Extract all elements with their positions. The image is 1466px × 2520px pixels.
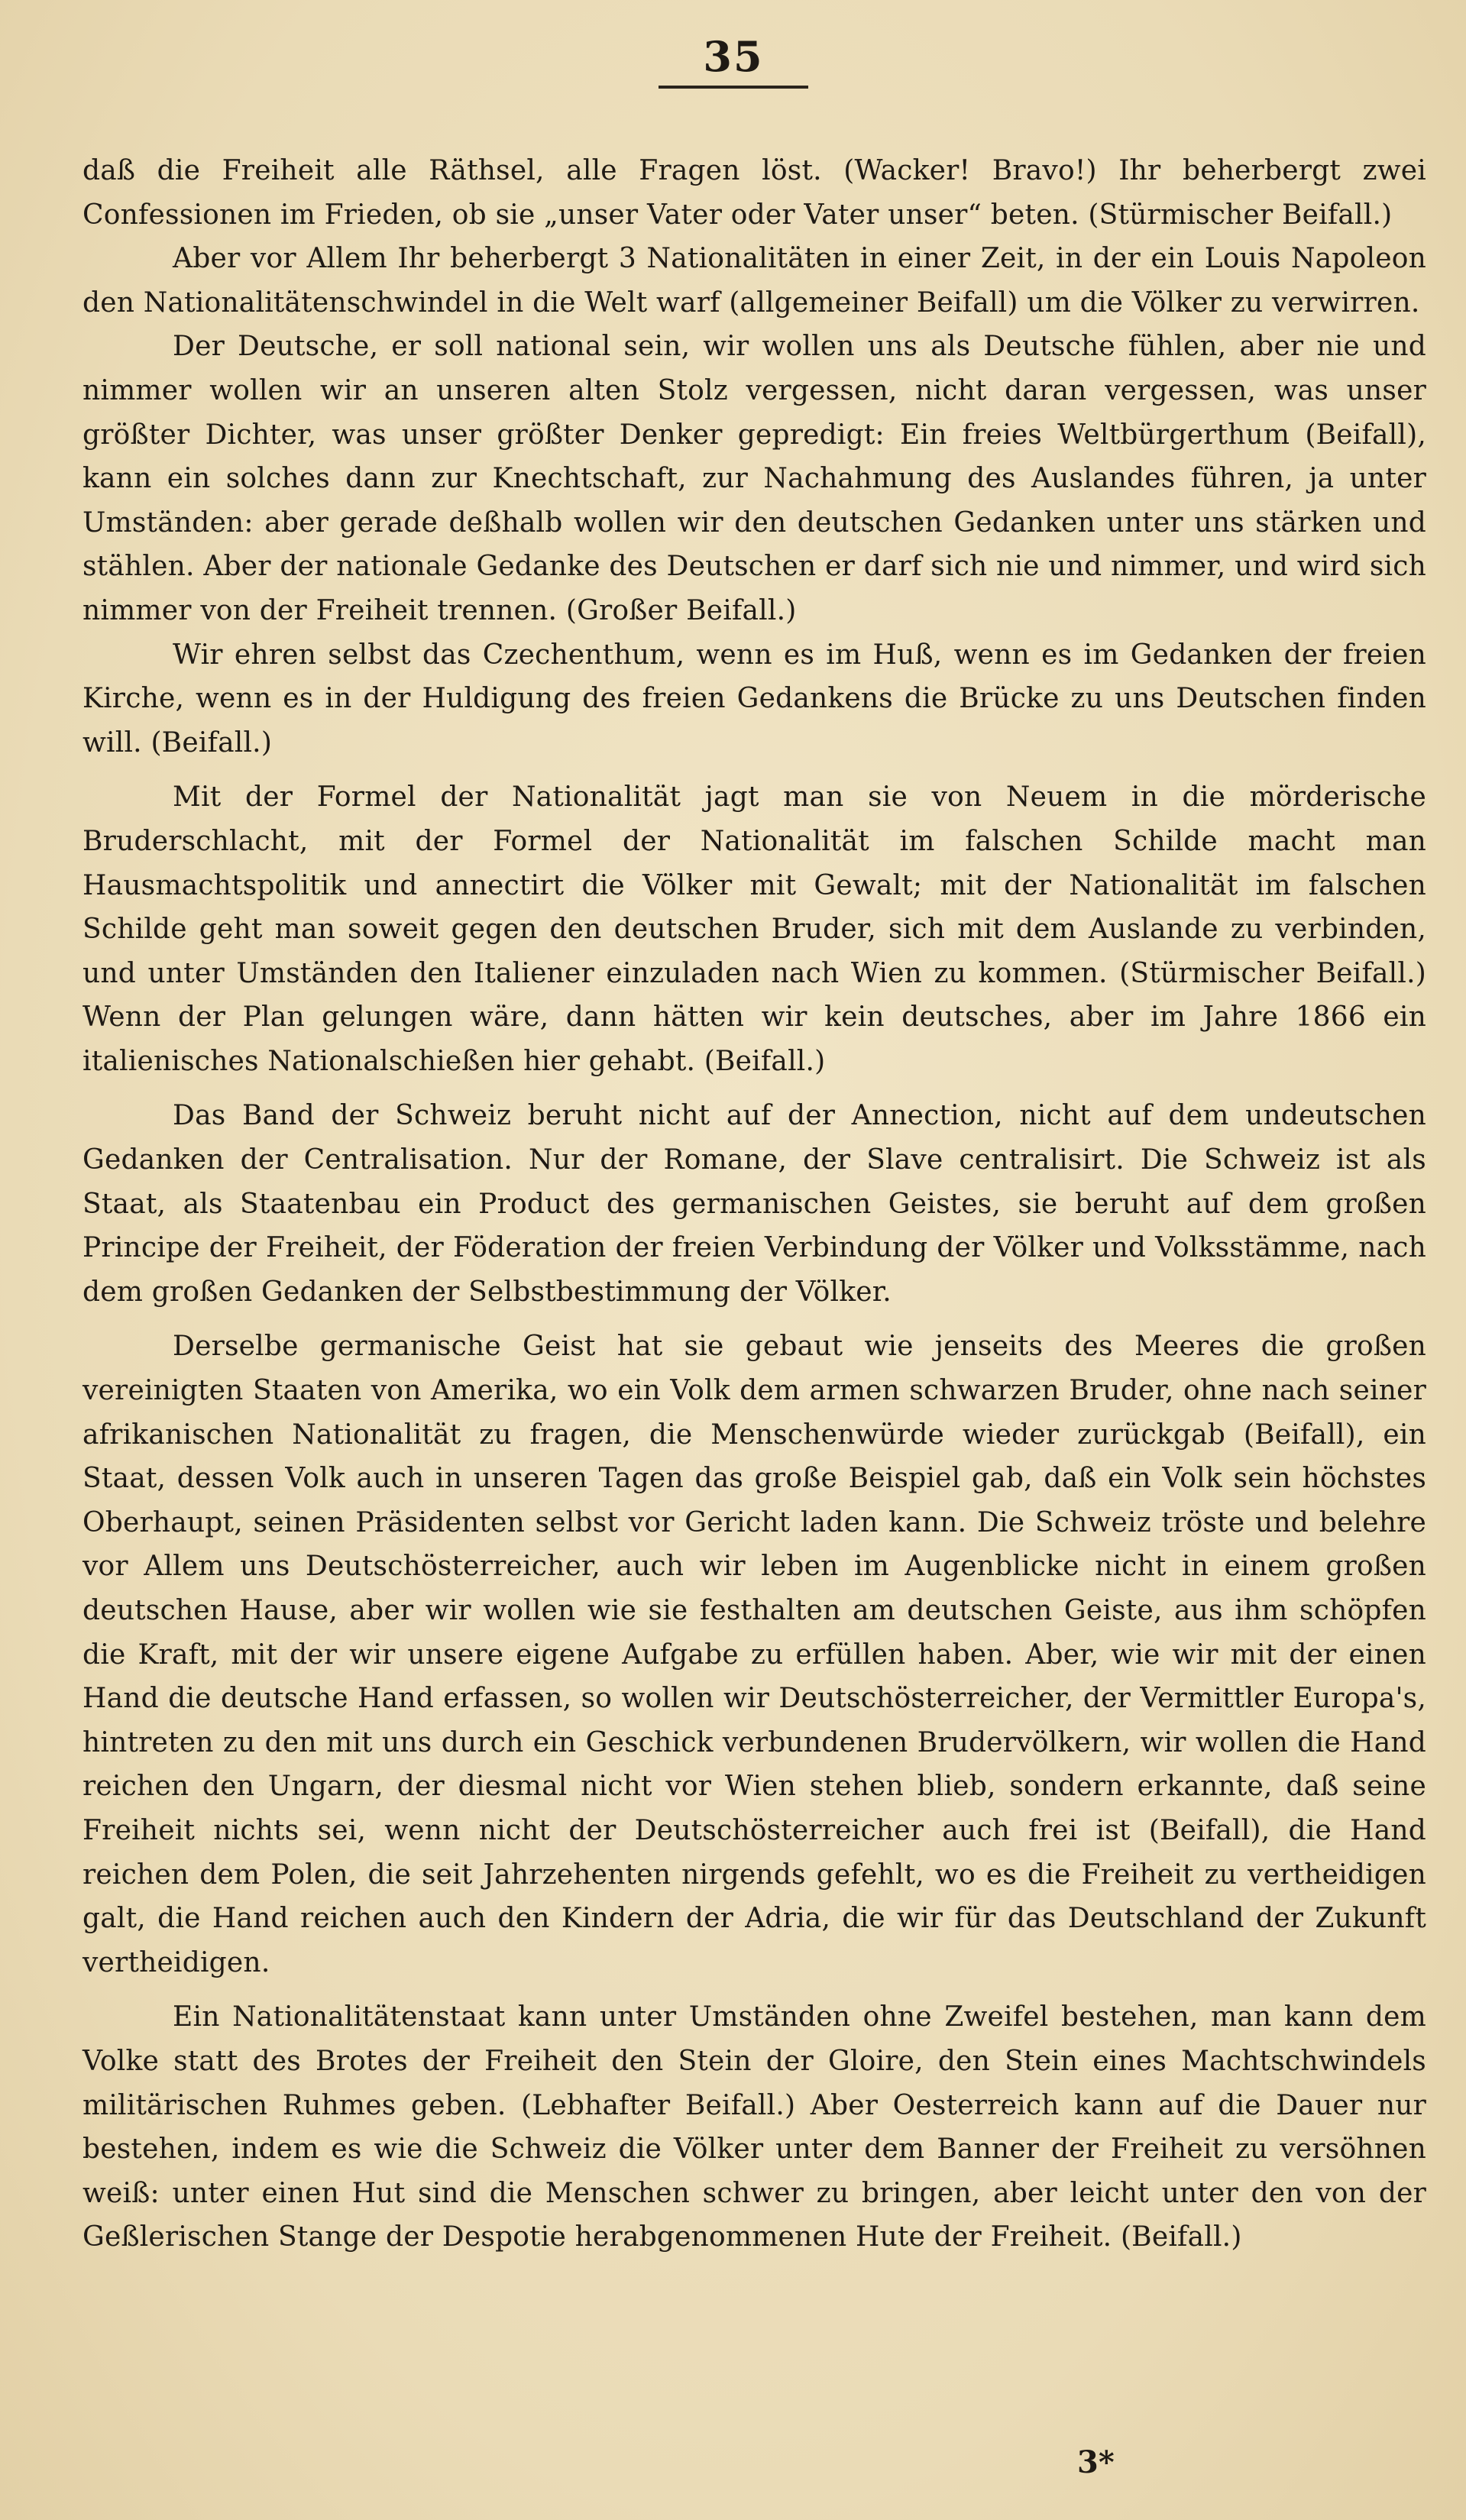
signature-mark: 3* [1077,2444,1115,2480]
paragraph-8: Ein Nationalitätenstaat kann unter Umständen ohne Zweifel bestehen, man kann dem Volke statt des Brotes der Freiheit den Stein der Gloire, den Stein eines Machtschwindels militärischen Ruhmes geben. (Lebhafter Beifall.) Aber Oesterreich kann auf die Dauer nur bestehen, indem es wie die Schweiz die Völker unter dem Banner der Freiheit zu versöhnen weiß: unter einen Hut sind die Menschen schwer zu bringen, aber leicht unter den von der Geßlerischen Stange der Despotie herabgenommenen Hute der Freiheit. (Beifall.) [83,2001,1426,2253]
paragraph-3: Der Deutsche, er soll national sein, wir wollen uns als Deutsche fühlen, aber nie und nimmer wollen wir an unseren alten Stolz vergessen, nicht daran vergessen, was unser größter Dichter, was unser größter Denker gepredigt: Ein freies Weltbürgerthum (Beifall), kann ein solches dann zur Knechtschaft, zur Nachahmung des Auslandes führen, ja unter Umständen: aber gerade deßhalb wollen wir den deutschen Gedanken unter uns stärken und stählen. Aber der nationale Gedanke des Deutschen er darf sich nie und nimmer, und wird sich nimmer von der Freiheit trennen. (Großer Beifall.) [83,331,1426,626]
page-number-rule [659,86,808,89]
paragraph-6: Das Band der Schweiz beruht nicht auf der Annection, nicht auf dem undeutschen Gedanken der Centralisation. Nur der Romane, der Slave centralisirt. Die Schweiz ist als Staat, als Staatenbau ein Product des germanischen Geistes, sie beruht auf dem großen Principe der Freiheit, der Föderation der freien Verbindung der Völker und Volksstämme, nach dem großen Gedanken der Selbstbestimmung der Völker. [83,1100,1426,1308]
paragraph-2: Aber vor Allem Ihr beherbergt 3 Nationalitäten in einer Zeit, in der ein Louis Napoleon den Nationalitätenschwindel in die Welt warf (allgemeiner Beifall) um die Völker zu verwirren. [83,243,1426,319]
paragraph-1: daß die Freiheit alle Räthsel, alle Fragen löst. (Wacker! Bravo!) Ihr beherbergt zwei Confessionen im Frieden, ob sie „unser Vater oder Vater unser“ beten. (Stürmischer Beifall.) [83,155,1426,231]
paragraph-5: Mit der Formel der Nationalität jagt man sie von Neuem in die mörderische Bruderschlacht, mit der Formel der Nationalität im falschen Schilde macht man Hausmachtspolitik und annectirt die Völker mit Gewalt; mit der Nationalität im falschen Schilde geht man soweit gegen den deutschen Bruder, sich mit dem Auslande zu verbinden, und unter Umständen den Italiener einzuladen nach Wien zu kommen. (Stürmischer Beifall.) Wenn der Plan gelungen wäre, dann hätten wir kein deutsches, aber im Jahre 1866 ein italienisches Nationalschießen hier gehabt. (Beifall.) [83,781,1426,1077]
page-number: 35 [703,32,764,81]
paragraph-7: Derselbe germanische Geist hat sie gebaut wie jenseits des Meeres die großen vereinigten Staaten von Amerika, wo ein Volk dem armen schwarzen Bruder, ohne nach seiner afrikanischen Nationalität zu fragen, die Menschenwürde wieder zurückgab (Beifall), ein Staat, dessen Volk auch in unseren Tagen das große Beispiel gab, daß ein Volk sein höchstes Oberhaupt, seinen Präsidenten selbst vor Gericht laden kann. Die Schweiz tröste und belehre vor Allem uns Deutschösterreicher, auch wir leben im Augenblicke nicht in einem großen deutschen Hause, aber wir wollen wie sie festhalten am deutschen Geiste, aus ihm schöpfen die Kraft, mit der wir unsere eigene Aufgabe zu erfüllen haben. Aber, wie wir mit der einen Hand die deutsche Hand erfassen, so wollen wir Deutschösterreicher, der Vermittler Europa's, hintreten zu den mit uns durch ein Geschick verbundenen Brudervölkern, wir wollen die Hand reichen den Ungarn, der diesmal nicht vor Wien stehen blieb, sondern erkannte, daß seine Freiheit nichts sei, wenn nicht der Deutschösterreicher auch frei ist (Beifall), die Hand reichen dem Polen, die seit Jahrzehenten nirgends gefehlt, wo es die Freiheit zu vertheidigen galt, die Hand reichen auch den Kindern der Adria, die wir für das Deutschland der Zukunft vertheidigen. [83,1331,1426,1978]
paragraph-4: Wir ehren selbst das Czechenthum, wenn es im Huß, wenn es im Gedanken der freien Kirche, wenn es in der Huldigung des freien Gedankens die Brücke zu uns Deutschen finden will. (Beifall.) [83,639,1426,759]
page-body-text [83,149,1426,2260]
